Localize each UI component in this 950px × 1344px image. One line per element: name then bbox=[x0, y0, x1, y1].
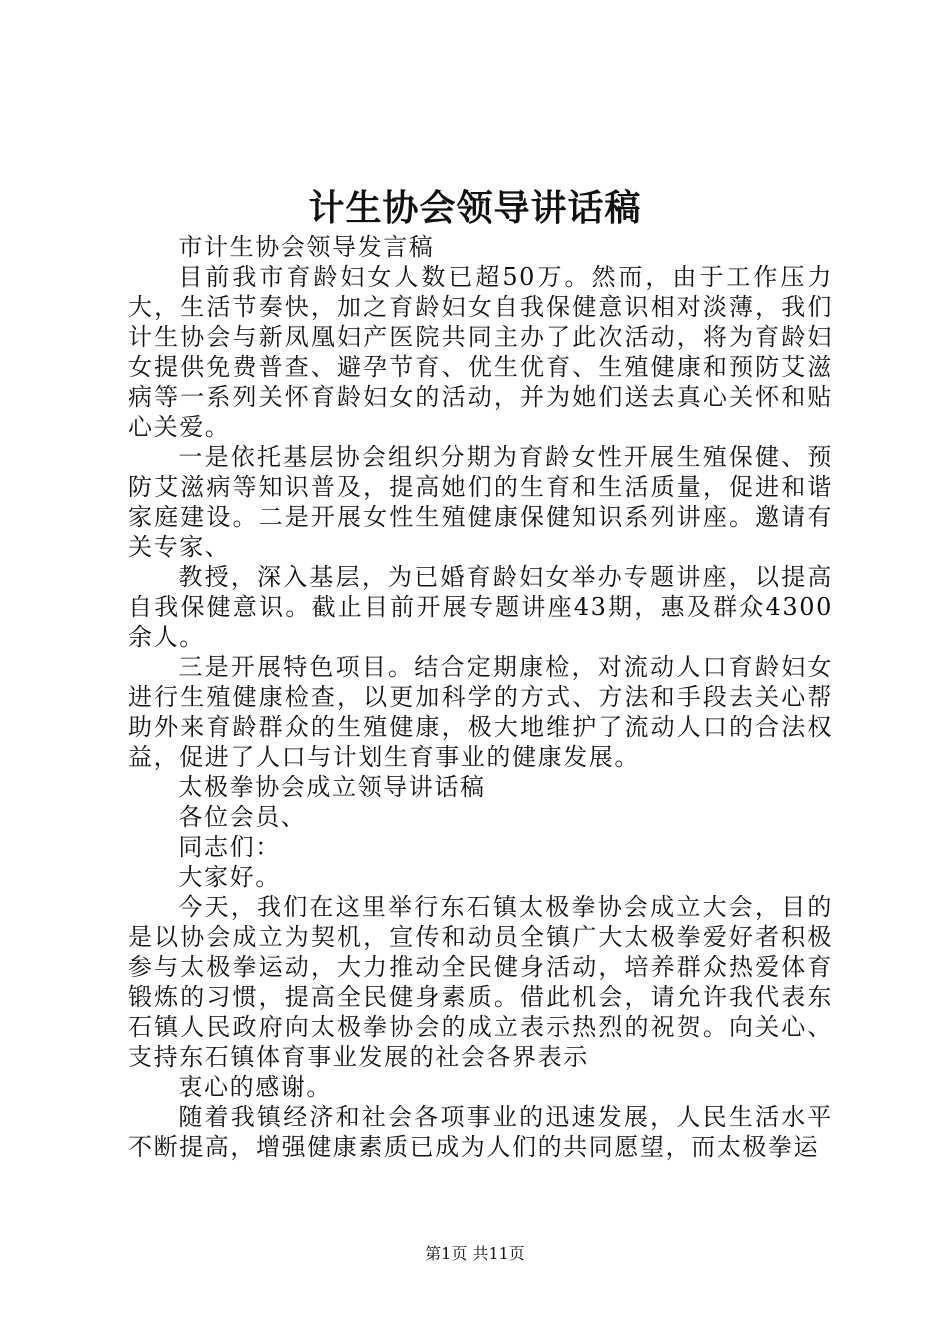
paragraph: 各位会员、 bbox=[178, 803, 307, 831]
paragraph: 随着我镇经济和社会各项事业的迅速发展，人民生活水平不断提高，增强健康素质已成为人们的共同愿望，而太极拳运 bbox=[128, 1103, 833, 1161]
paragraph: 三是开展特色项目。结合定期康检，对流动人口育龄妇女进行生殖健康检查，以更加科学的方式、方法和手段去关心帮助外来育龄群众的生殖健康，极大地维护了流动人口的合法权益，促进了人口与计划生育事业的健康发展。 bbox=[128, 653, 833, 771]
document-body bbox=[128, 232, 833, 1162]
paragraph: 大家好。 bbox=[178, 863, 281, 891]
paragraph: 教授，深入基层，为已婚育龄妇女举办专题讲座，以提高自我保健意识。截止目前开展专题讲座43期，惠及群众4300余人。 bbox=[128, 563, 833, 651]
paragraph: 衷心的感谢。 bbox=[178, 1073, 332, 1101]
paragraph: 目前我市育龄妇女人数已超50万。然而，由于工作压力大，生活节奏快，加之育龄妇女自我保健意识相对淡薄，我们计生协会与新凤凰妇产医院共同主办了此次活动，将为育龄妇女提供免费普查、避孕节育、优生优育、生殖健康和预防艾滋病等一系列关怀育龄妇女的活动，并为她们送去真心关怀和贴心关爱。 bbox=[128, 263, 833, 441]
paragraph: 今天，我们在这里举行东石镇太极拳协会成立大会，目的是以协会成立为契机，宣传和动员全镇广大太极拳爱好者积极参与太极拳运动，大力推动全民健身活动，培养群众热爱体育锻炼的习惯，提高全民健身素质。借此机会，请允许我代表东石镇人民政府向太极拳协会的成立表示热烈的祝贺。向关心、支持东石镇体育事业发展的社会各界表示 bbox=[128, 893, 833, 1071]
page-number: 第1页 共11页 bbox=[425, 1244, 525, 1263]
paragraph: 一是依托基层协会组织分期为育龄女性开展生殖保健、预防艾滋病等知识普及，提高她们的生育和生活质量，促进和谐家庭建设。二是开展女性生殖健康保健知识系列讲座。邀请有关专家、 bbox=[128, 443, 833, 561]
paragraph: 太极拳协会成立领导讲话稿 bbox=[178, 773, 486, 801]
paragraph: 市计生协会领导发言稿 bbox=[178, 233, 435, 261]
document-title: 计生协会领导讲话稿 bbox=[308, 187, 642, 229]
paragraph: 同志们： bbox=[178, 833, 281, 861]
